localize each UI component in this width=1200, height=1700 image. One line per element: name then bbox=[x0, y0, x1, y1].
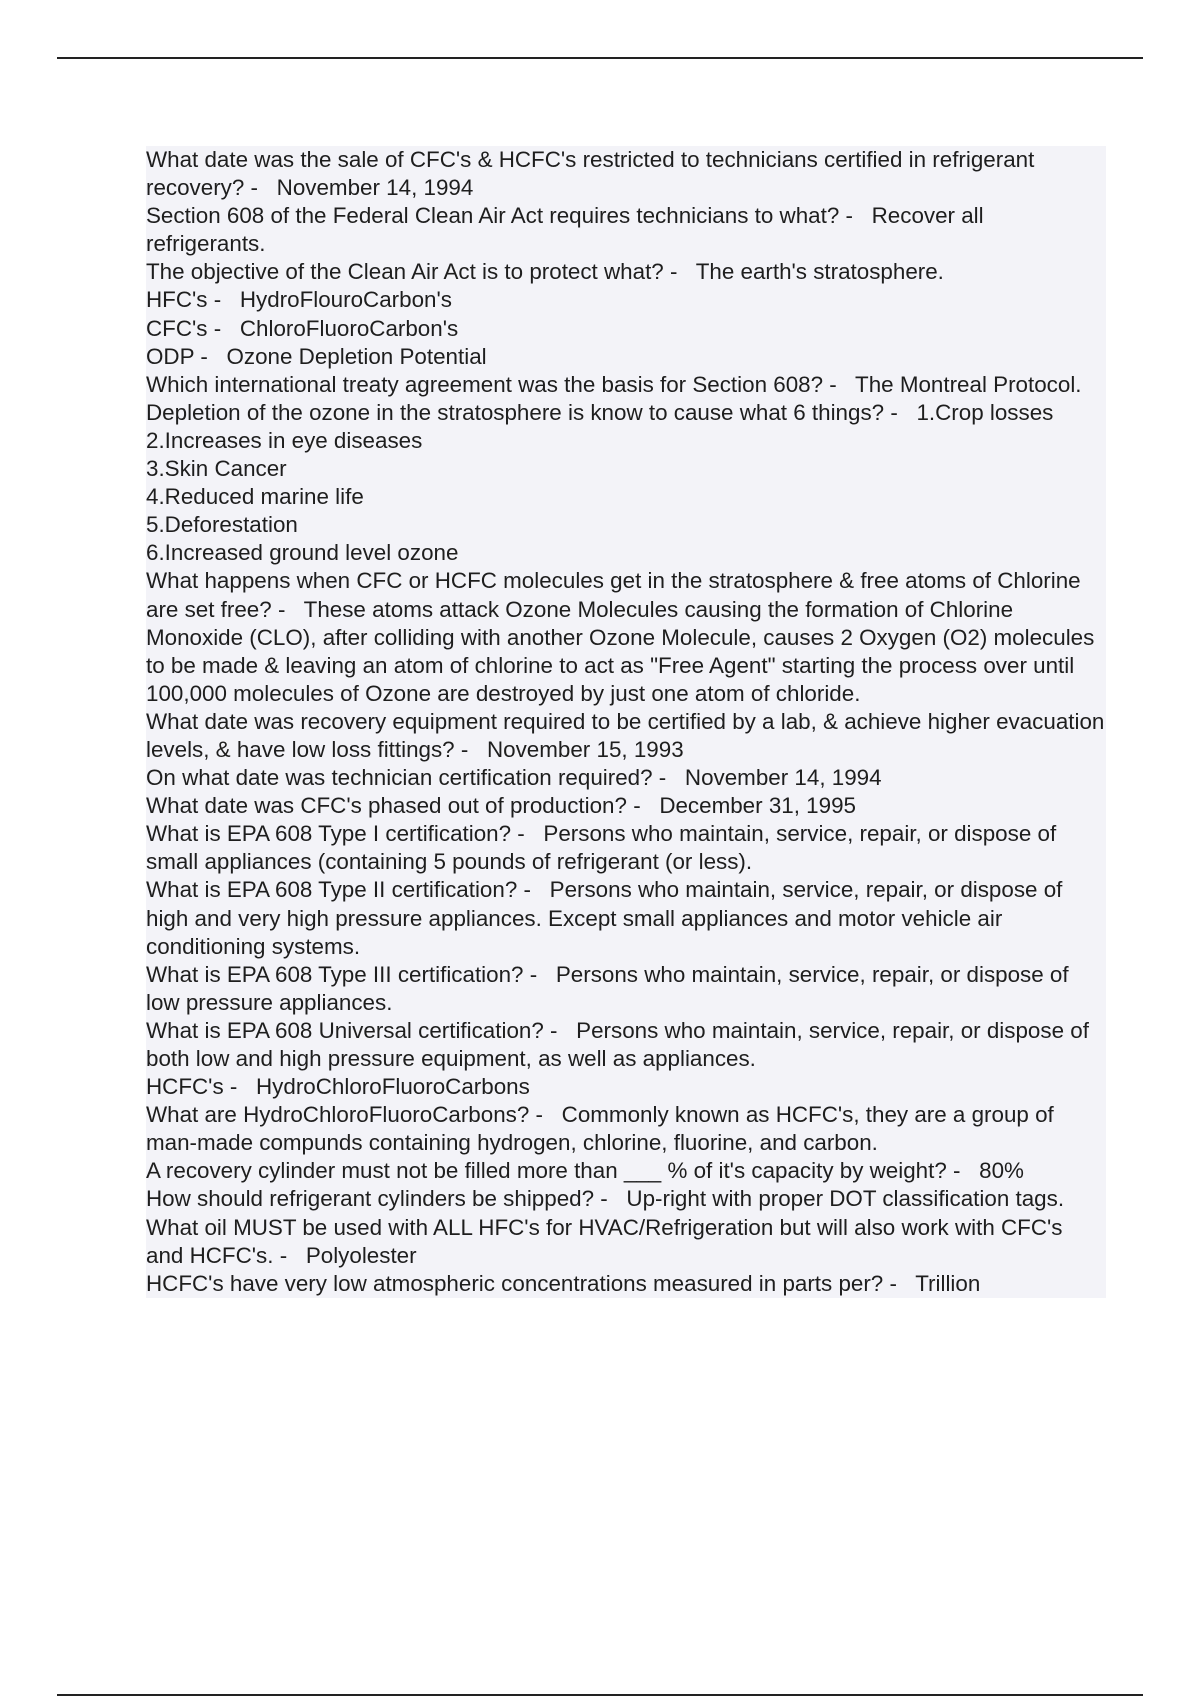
flashcard-entry bbox=[146, 876, 1106, 960]
question-text: What date was the sale of CFC's & HCFC's restricted to technicians certified in refrigerant recovery? bbox=[146, 147, 1041, 201]
flashcard-entry bbox=[146, 1017, 1106, 1073]
question-answer-separator: - bbox=[454, 736, 487, 762]
flashcard-entry bbox=[146, 258, 1106, 286]
question-answer-separator: - bbox=[523, 961, 556, 987]
answer-list-line: 4.Reduced marine life bbox=[146, 484, 364, 510]
answer-text: 1.Crop losses bbox=[916, 399, 1054, 425]
question-text: CFC's bbox=[146, 315, 208, 341]
flashcard-entry bbox=[146, 961, 1106, 1017]
answer-text: Up-right with proper DOT classification tags. bbox=[626, 1186, 1065, 1212]
question-answer-separator: - bbox=[223, 1074, 257, 1100]
question-text: Depletion of the ozone in the stratosphere is know to cause what 6 things? bbox=[146, 399, 885, 425]
flashcard-entry bbox=[146, 146, 1106, 202]
question-answer-separator: - bbox=[663, 259, 696, 285]
answer-text: Commonly known as HCFC's, they are a group of man-made compunds containing hydrogen, chlorine, fluorine, and carbon. bbox=[146, 1102, 1060, 1156]
question-answer-separator: - bbox=[823, 371, 856, 397]
answer-text: November 14, 1994 bbox=[684, 765, 882, 791]
question-text: Which international treaty agreement was the basis for Section 608? bbox=[146, 371, 824, 397]
answer-list-line: 3.Skin Cancer bbox=[146, 456, 287, 482]
question-text: What happens when CFC or HCFC molecules get in the stratosphere & free atoms of Chlorine are set free? bbox=[146, 568, 1087, 622]
question-text: A recovery cylinder must not be filled more than ___ % of it's capacity by weight? bbox=[146, 1158, 947, 1184]
flashcard-entry bbox=[146, 708, 1111, 764]
answer-text: The earth's stratosphere. bbox=[695, 259, 944, 285]
question-text: What date was recovery equipment required to be certified by a lab, & achieve higher evacuation levels, & have low loss fittings? bbox=[146, 708, 1111, 762]
answer-text: Trillion bbox=[915, 1270, 981, 1296]
question-answer-separator: - bbox=[529, 1102, 562, 1128]
question-answer-separator: - bbox=[207, 287, 240, 313]
flashcard-entry bbox=[146, 820, 1106, 876]
flashcard-entry bbox=[146, 399, 1106, 568]
question-answer-separator: - bbox=[883, 1270, 916, 1296]
answer-text: Persons who maintain, service, repair, or dispose of low pressure appliances. bbox=[146, 961, 1075, 1015]
question-answer-separator: - bbox=[884, 399, 917, 425]
answer-text: HydroFlouroCarbon's bbox=[239, 287, 452, 313]
answer-text: Persons who maintain, service, repair, or dispose of both low and high pressure equipment, as well as appliances. bbox=[146, 1017, 1096, 1071]
flashcard-entry bbox=[146, 343, 1106, 371]
answer-list-line: 5.Deforestation bbox=[146, 512, 298, 538]
question-answer-separator: - bbox=[946, 1158, 980, 1184]
flashcard-entry bbox=[146, 792, 1106, 820]
question-text: What is EPA 608 Type II certification? bbox=[146, 877, 518, 903]
flashcard-entry bbox=[146, 567, 1106, 707]
question-text: The objective of the Clean Air Act is to protect what? bbox=[146, 259, 664, 285]
question-answer-separator: - bbox=[543, 1017, 577, 1043]
answer-text: November 15, 1993 bbox=[486, 736, 684, 762]
answer-text: Persons who maintain, service, repair, or dispose of small appliances (containing 5 pounds of refrigerant (or less). bbox=[146, 821, 1063, 875]
question-text: What oil MUST be used with ALL HFC's for HVAC/Refrigeration but will also work with CFC's and HCFC's. bbox=[146, 1214, 1069, 1268]
question-answer-separator: - bbox=[626, 793, 660, 819]
question-text: HCFC's have very low atmospheric concentrations measured in parts per? bbox=[146, 1270, 884, 1296]
question-text: How should refrigerant cylinders be shipped? bbox=[146, 1186, 595, 1212]
flashcard-entry bbox=[146, 371, 1106, 399]
answer-text: Polyolester bbox=[305, 1242, 417, 1268]
flashcard-entry bbox=[146, 1185, 1106, 1213]
question-answer-separator: - bbox=[244, 175, 277, 201]
answer-text: Recover all refrigerants. bbox=[146, 203, 990, 257]
question-text: ODP bbox=[146, 343, 195, 369]
question-answer-separator: - bbox=[271, 596, 304, 622]
flashcard-entry bbox=[146, 1270, 1106, 1298]
question-text: HFC's bbox=[146, 287, 208, 313]
answer-text: HydroChloroFluoroCarbons bbox=[256, 1074, 530, 1100]
question-answer-separator: - bbox=[194, 343, 227, 369]
question-answer-separator: - bbox=[839, 203, 872, 229]
answer-text: Ozone Depletion Potential bbox=[226, 343, 487, 369]
answer-text: Persons who maintain, service, repair, or dispose of high and very high pressure appliances. Except small appliances and motor vehicle air conditioning systems. bbox=[146, 877, 1069, 959]
bottom-rule bbox=[57, 1694, 1143, 1696]
question-text: What is EPA 608 Type III certification? bbox=[146, 961, 524, 987]
answer-text: November 14, 1994 bbox=[276, 175, 474, 201]
question-text: What is EPA 608 Universal certification? bbox=[146, 1017, 544, 1043]
question-text: HCFC's bbox=[146, 1074, 224, 1100]
flashcard-entry bbox=[146, 202, 1106, 258]
flashcard-entry bbox=[146, 764, 1106, 792]
flashcard-entry bbox=[146, 1157, 1106, 1185]
question-text: What is EPA 608 Type I certification? bbox=[146, 821, 512, 847]
question-text: On what date was technician certification required? bbox=[146, 765, 653, 791]
question-answer-separator: - bbox=[594, 1186, 627, 1212]
question-text: What are HydroChloroFluoroCarbons? bbox=[146, 1102, 530, 1128]
answer-text: December 31, 1995 bbox=[659, 793, 856, 819]
question-answer-separator: - bbox=[207, 315, 240, 341]
answer-text: The Montreal Protocol. bbox=[855, 371, 1082, 397]
answer-text: 80% bbox=[979, 1158, 1024, 1184]
question-text: Section 608 of the Federal Clean Air Act requires technicians to what? bbox=[146, 203, 840, 229]
flashcard-entry bbox=[146, 315, 1106, 343]
answer-list-line: 6.Increased ground level ozone bbox=[146, 540, 459, 566]
question-answer-separator: - bbox=[511, 821, 544, 847]
question-answer-separator: - bbox=[652, 765, 685, 791]
answer-list-line: 2.Increases in eye diseases bbox=[146, 427, 423, 453]
question-answer-separator: - bbox=[517, 877, 550, 903]
question-answer-separator: - bbox=[273, 1242, 306, 1268]
flashcard-entry bbox=[146, 1214, 1106, 1270]
flashcard-list bbox=[146, 146, 1111, 1298]
answer-text: ChloroFluoroCarbon's bbox=[239, 315, 459, 341]
flashcard-entry bbox=[146, 1101, 1106, 1157]
answer-text: These atoms attack Ozone Molecules causing the formation of Chlorine Monoxide (CLO), after colliding with another Ozone Molecule, causes 2 Oxygen (O2) molecules to be made & leaving an atom of chlorine to act as "Free Agent" starting the process over until 100,000 molecules of Ozone are destroyed by just one atom of chloride. bbox=[146, 596, 1101, 706]
question-text: What date was CFC's phased out of production? bbox=[146, 793, 627, 819]
flashcard-entry bbox=[146, 1073, 1106, 1101]
top-rule bbox=[57, 57, 1143, 59]
flashcard-entry bbox=[146, 286, 1106, 314]
